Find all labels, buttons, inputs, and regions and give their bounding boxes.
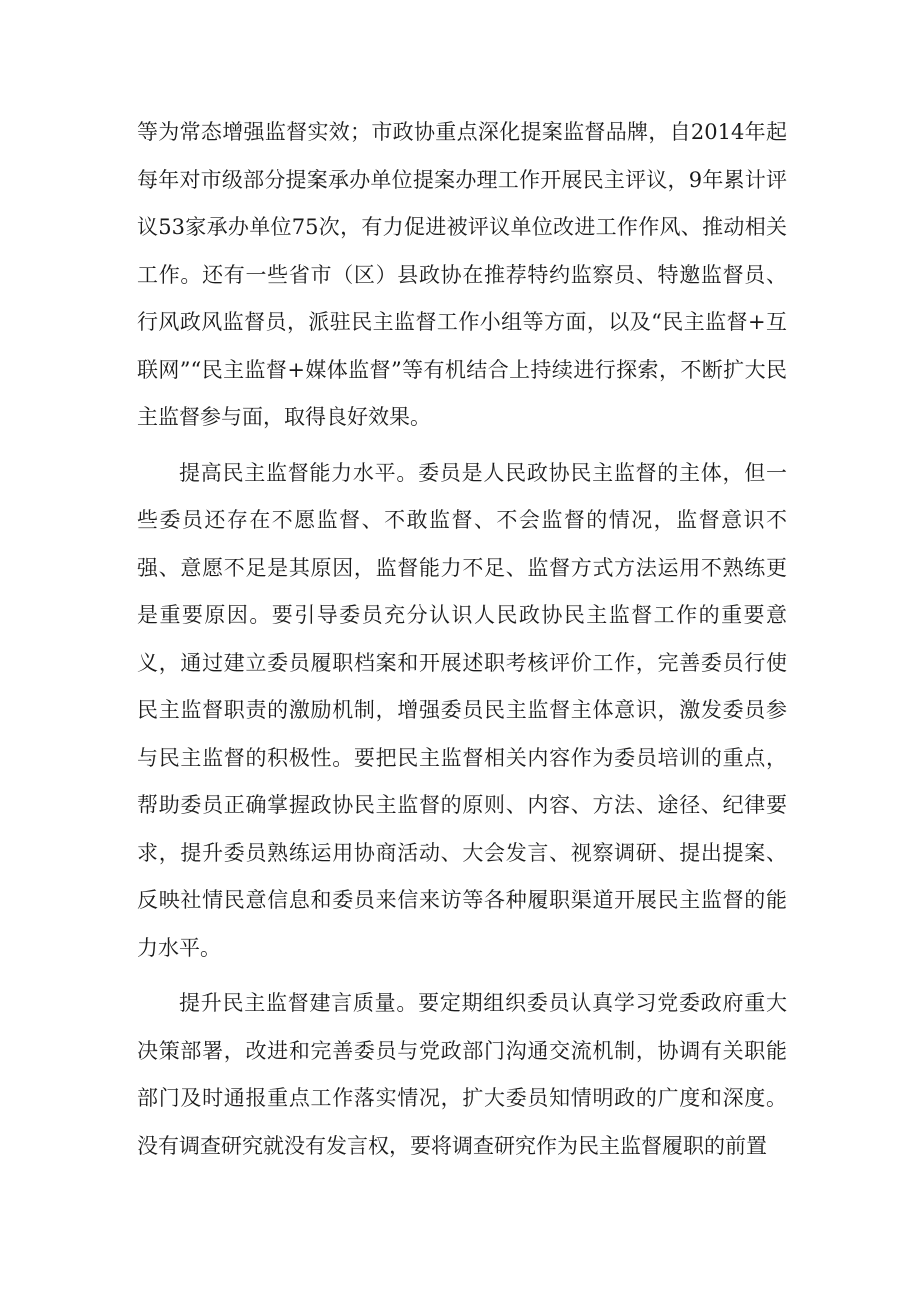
- paragraph-continuation: 等为常态增强监督实效；市政协重点深化提案监督品牌，自2014年起每年对市级部分提案承办单位提案办理工作开展民主评议，9年累计评议53家承办单位75次，有力促进被评议单位改进工作作风、推动相关工作。还有一些省市（区）县政协在推荐特约监察员、特邀监督员、行风政风监督员，派驻民主监督工作小组等方面，以及“民主监督+互联网”“民主监督+媒体监督”等有机结合上持续进行探索，不断扩大民主监督参与面，取得良好效果。: [137, 120, 787, 429]
- paragraph-capability: 提高民主监督能力水平。委员是人民政协民主监督的主体，但一些委员还存在不愿监督、不敢监督、不会监督的情况，监督意识不强、意愿不足是其原因，监督能力不足、监督方式方法运用不熟练更是重要原因。要引导委员充分认识人民政协民主监督工作的重要意义，通过建立委员履职档案和开展述职考核评价工作，完善委员行使民主监督职责的激励机制，增强委员民主监督主体意识，激发委员参与民主监督的积极性。要把民主监督相关内容作为委员培训的重点，帮助委员正确掌握政协民主监督的原则、内容、方法、途径、纪律要求，提升委员熟练运用协商活动、大会发言、视察调研、提出提案、反映社情民意信息和委员来信来访等各种履职渠道开展民主监督的能力水平。: [137, 460, 787, 960]
- document-body: [137, 109, 787, 1170]
- paragraph-quality: 提升民主监督建言质量。要定期组织委员认真学习党委政府重大决策部署，改进和完善委员与党政部门沟通交流机制，协调有关职能部门及时通报重点工作落实情况，扩大委员知情明政的广度和深度。没有调查研究就没有发言权，要将调查研究作为民主监督履职的前置: [137, 991, 787, 1158]
